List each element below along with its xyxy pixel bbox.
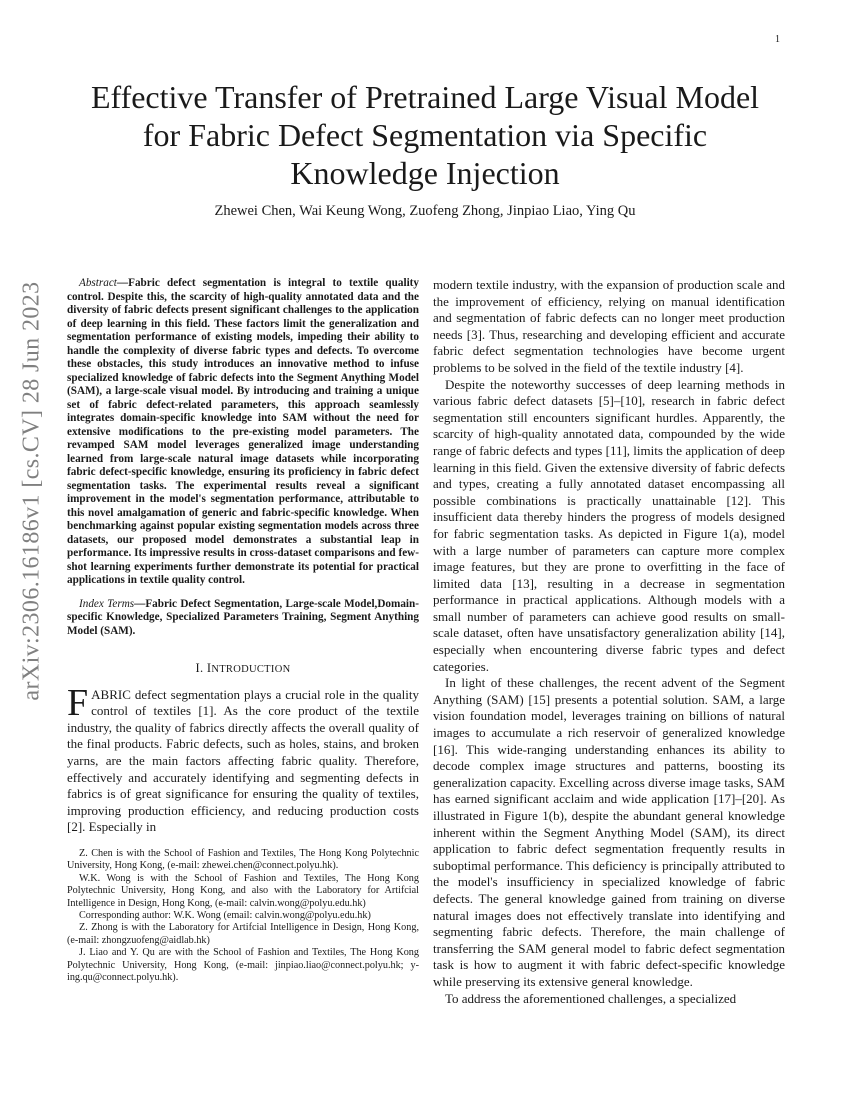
- section-title-rest: NTRODUCTION: [211, 664, 291, 675]
- title-line: Knowledge Injection: [290, 155, 560, 191]
- left-column: [67, 277, 419, 984]
- right-column: [433, 277, 785, 1007]
- intro-paragraph-1-continued: modern textile industry, with the expansion of production scale and the improvement of efficiency, relying on manual identification and segmentation of fabric defects can no longer meet production needs [3]. Thus, researching and developing efficient and accurate fabric defect segmentation technologies have become urgent problems to be solved in the field of the textile industry [4].: [433, 277, 785, 375]
- title-line: for Fabric Defect Segmentation via Specific: [142, 117, 708, 153]
- intro-paragraph-3: In light of these challenges, the recent advent of the Segment Anything (SAM) [15] presents a potential solution. SAM, a large vision foundation model, leverages training on billions of natural images to accumulate a rich reservoir of generalized knowledge [16]. This wide-ranging understanding enhances its ability to decode complex image structures and patterns, boosting its generalization capacity. Excelling across diverse image tasks, SAM has earned significant acclaim and wide application [17]–[20]. As illustrated in Figure 1(b), despite the abundant general knowledge inherent within the Segment Anything Model (SAM), its direct application to fabric defect segmentation frequently results in suboptimal performance. This deficiency is principally attributed to the model's insufficiency in specialized knowledge of fabric defects. The general knowledge gained from training on diverse natural images does not effectively translate into identifying and segmenting fabric defects. Therefore, the main challenge of transferring the SAM general model to fabric defect segmentation task is how to augment it with fabric defect-specific knowledge while preserving its extensive general knowledge.: [433, 675, 785, 989]
- footnote: Z. Chen is with the School of Fashion and Textiles, The Hong Kong Polytechnic University, Hong Kong, (e-mail: zhewei.chen@connect.polyu.hk).: [67, 847, 419, 872]
- section-heading-introduction: [67, 660, 419, 679]
- abstract-text: —Fabric defect segmentation is integral to textile quality control. Despite this, the scarcity of high-quality annotated data and the diversity of fabric defects present significant challenges to the application of deep learning in this field. These factors limit the generalization and segmentation performance of existing models, impeding their ability to handle the complexity of diverse fabric types and defects. To overcome these obstacles, this study introduces an innovative method to infuse specialized knowledge of fabric defects into the Segment Anything Model (SAM), a large-scale visual model. By introducing and training a unique set of fabric defect-related parameters, this approach seamlessly integrates domain-specific knowledge into SAM without the need for extensive modifications to the pre-existing model parameters. The revamped SAM model leverages generalized image understanding learned from large-scale natural image datasets while incorporating fabric defect-specific knowledge, ensuring its proficiency in fabric defect segmentation tasks. The experimental results reveal a significant improvement in the model's segmentation performance, attributable to this novel amalgamation of generic and fabric-specific knowledge. When benchmarking against popular existing segmentation models across three datasets, our proposed model demonstrates a substantial leap in performance. Its impressive results in cross-dataset comparisons and few-shot learning experiments further demonstrate its potential for practical applications in textile quality control.: [67, 277, 419, 586]
- author-list: Zhewei Chen, Wai Keung Wong, Zuofeng Zhong, Jinpiao Liao, Ying Qu: [214, 203, 636, 219]
- footnote: Corresponding author: W.K. Wong (email: calvin.wong@polyu.edu.hk): [79, 909, 371, 921]
- footnote: Z. Zhong is with the Laboratory for Artifcial Intelligence in Design, Hong Kong, (e-mail: zhongzuofeng@aidlab.hk): [67, 922, 419, 946]
- section-initial: I: [206, 661, 212, 675]
- section-numeral: I.: [195, 661, 204, 675]
- footnote: W.K. Wong is with the School of Fashion and Textiles, The Hong Kong Polytechnic University, Hong Kong, and also with the Laboratory for Artifcial Intelligence in Design, Hong Kong, (e-mail: calvin.wong@polyu.edu.hk): [67, 872, 419, 909]
- index-terms-text: —Fabric Defect Segmentation, Large-scale Model,Domain-specific Knowledge, Specialized Parameters Training, Segment Anything Model (SAM).: [67, 597, 419, 637]
- footnote: J. Liao and Y. Qu are with the School of Fashion and Textiles, The Hong Kong Polytechnic University, Hong Kong, (e-mail: jinpiao.liao@connect.polyu.hk; y-ing.qu@connect.polyu.hk).: [67, 947, 419, 983]
- drop-cap: F: [67, 681, 89, 724]
- paper-title: [50, 78, 800, 192]
- author-footnotes: [67, 848, 419, 984]
- intro-paragraph-1: [67, 681, 419, 836]
- index-terms: [67, 598, 419, 639]
- intro-paragraph-1-text: defect segmentation plays a crucial role in the quality control of textiles [1]. As the core product of the textile industry, the quality of fabrics directly affects the overall quality of the final products. Fabric defects, such as holes, stains, and broken yarns, are the main factors affecting fabric quality. Therefore, effectively and accurately identifying and segmenting defects in fabrics is of great significance for ensuring the quality of textiles, improving production efficiency, and reducing production costs [2]. Especially in: [67, 686, 419, 835]
- page-number: 1: [775, 34, 780, 45]
- abstract-label: Abstract: [79, 277, 117, 289]
- first-word-smallcaps: ABRIC: [91, 686, 131, 702]
- index-terms-label: Index Terms: [79, 597, 135, 610]
- intro-paragraph-2: Despite the noteworthy successes of deep learning methods in various fabric defect datasets [5]–[10], research in fabric defect segmentation still encounters significant hurdles. Apparently, the scarcity of high-quality annotated data, compounded by the wide range of fabric defects and types [11], limits the application of deep learning in this field. Given the extensive diversity of fabric defects and types, creating a fully annotated dataset encompassing all possible combinations is practically unattainable [12]. This insufficient data thereby hinders the progress of models designed for fabric segmentation tasks. As depicted in Figure 1(a), model with a large number of parameters can capture more complex image features, but they are prone to overfitting in the face of limited data [13], resulting in a decrease in segmentation performance in practical applications. Although models with a small number of parameters can achieve good results on small-scale dataset, often have unsatisfactory generalization ability [14], especially when encountering diverse fabric types and defect categories.: [433, 376, 785, 674]
- title-line: Effective Transfer of Pretrained Large Visual Model: [90, 79, 760, 115]
- abstract: [67, 277, 419, 588]
- arxiv-identifier-stamp: [12, 281, 52, 701]
- intro-paragraph-4: To address the aforementioned challenges, a specialized: [445, 990, 737, 1006]
- arxiv-identifier-text: arXiv:2306.16186v1 [cs.CV] 28 Jun 2023: [18, 281, 45, 701]
